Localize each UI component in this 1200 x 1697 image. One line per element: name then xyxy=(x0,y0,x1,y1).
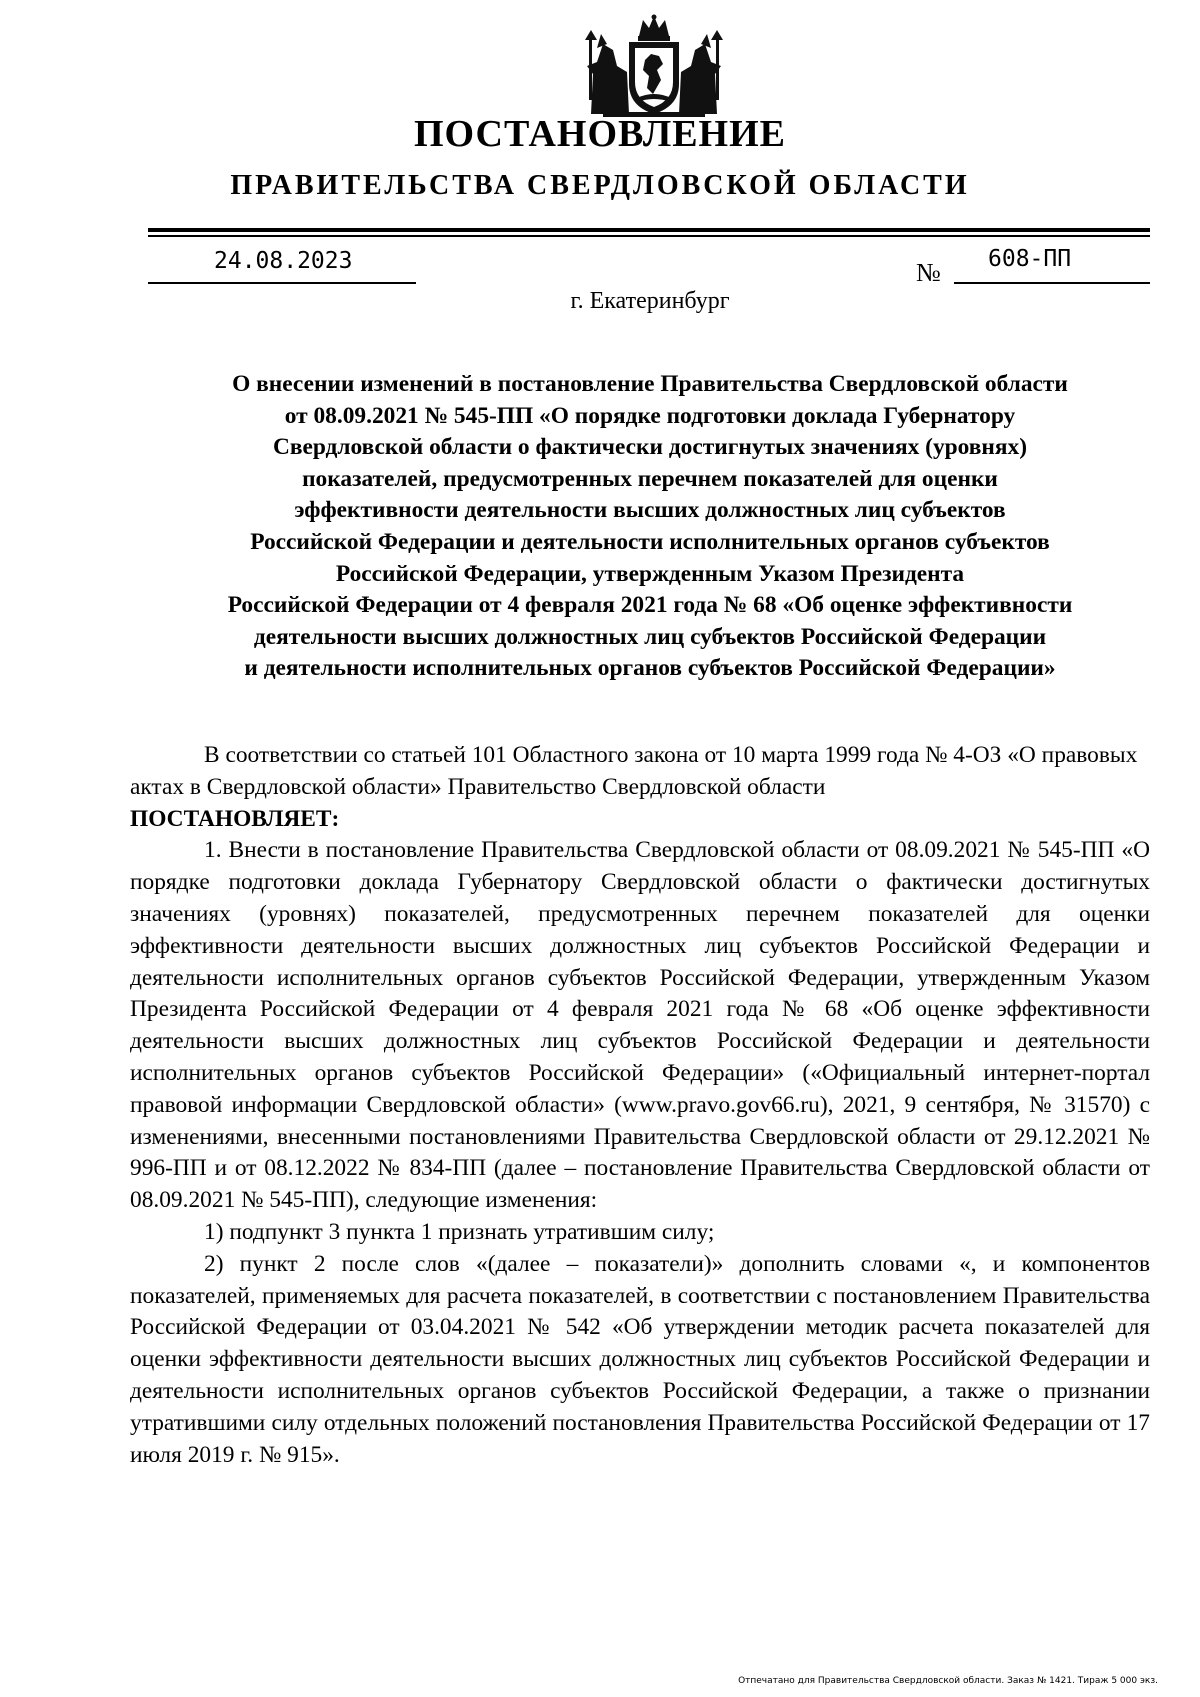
subitem-1-paragraph: 1) подпункт 3 пункта 1 признать утратившим силу; xyxy=(204,1218,715,1245)
number-underline xyxy=(954,282,1150,284)
subject-line: эффективности деятельности высших должностных лиц субъектов xyxy=(294,497,1006,524)
item-1-paragraph: 1. Внести в постановление Правительства Свердловской области от 08.09.2021 № 545-ПП «О порядке подготовки доклада Губернатору Свердловской области о фактически достигнутых значениях (уровнях) показателей, предусмотренных перечнем показателей для оценки эффективности деятельности высших должностных лиц субъектов Российской Федерации и деятельности исполнительных органов субъектов Российской Федерации, утвержденным Указом Президента Российской Федерации от 4 февраля 2021 года № 68 «Об оценке эффективности деятельности высших должностных лиц субъектов Российской Федерации и деятельности исполнительных органов субъектов Российской Федерации» («Официальный интернет-портал правовой информации Свердловской области» (www.pravo.gov66.ru), 2021, 9 сентября, № 31570) с изменениями, внесенными постановлениями Правительства Свердловской области от 29.12.2021 № 996-ПП и от 08.12.2022 № 834-ПП (далее – постановление Правительства Свердловской области от 08.09.2021 № 545-ПП), следующие изменения: xyxy=(130,837,1150,1214)
city-of-issue: г. Екатеринбург xyxy=(570,288,730,314)
subject-line: показателей, предусмотренных перечнем показателей для оценки xyxy=(302,465,998,492)
header-rule-thin xyxy=(148,235,1150,237)
coat-of-arms-emblem xyxy=(583,14,725,118)
resolution-keyword: ПОСТАНОВЛЯЕТ: xyxy=(130,805,340,832)
document-title: ПОСТАНОВЛЕНИЕ xyxy=(413,113,787,155)
subject-line: Российской Федерации от 4 февраля 2021 года № 68 «Об оценке эффективности xyxy=(227,592,1073,619)
subject-line: О внесении изменений в постановление Правительства Свердловской области xyxy=(232,371,1068,397)
date-underline xyxy=(148,282,416,284)
subject-line: от 08.09.2021 № 545-ПП «О порядке подготовки доклада Губернатору xyxy=(284,402,1016,429)
number-sign: № xyxy=(916,258,941,287)
document-date: 24.08.2023 xyxy=(214,248,353,274)
subject-line: Российской Федерации, утвержденным Указом Президента xyxy=(335,560,965,587)
subject-line: Свердловской области о фактически достигнутых значениях (уровнях) xyxy=(272,434,1028,461)
subject-line: Российской Федерации и деятельности исполнительных органов субъектов xyxy=(250,528,1050,555)
document-subject xyxy=(120,369,1180,685)
subitem-2-paragraph: 2) пункт 2 после слов «(далее – показатели)» дополнить словами «, и компонентов показателей, применяемых для расчета показателей, в соответствии с постановлением Правительства Российской Федерации от 03.04.2021 № 542 «Об утверждении методик расчета показателей для оценки эффективности деятельности высших должностных лиц субъектов Российской Федерации и деятельности исполнительных органов субъектов Российской Федерации, а также о признании утратившими силу отдельных положений постановления Правительства Российской Федерации от 17 июля 2019 г. № 915». xyxy=(130,1250,1150,1468)
document-number: 608-ПП xyxy=(988,246,1072,272)
header-rule-thick xyxy=(148,228,1150,232)
issuing-authority: ПРАВИТЕЛЬСТВА СВЕРДЛОВСКОЙ ОБЛАСТИ xyxy=(230,170,970,201)
preamble-paragraph: В соответствии со статьей 101 Областного закона от 10 марта 1999 года № 4-ОЗ «О правовых актах в Свердловской области» Правительство Свердловской области xyxy=(130,742,1138,800)
subject-line: и деятельности исполнительных органов субъектов Российской Федерации» xyxy=(244,655,1056,682)
subject-line: деятельности высших должностных лиц субъектов Российской Федерации xyxy=(253,623,1047,650)
document-body xyxy=(130,740,1150,1471)
print-footer: Отпечатано для Правительства Свердловской области. Заказ № 1421. Тираж 5 000 экз. xyxy=(738,1676,1158,1686)
